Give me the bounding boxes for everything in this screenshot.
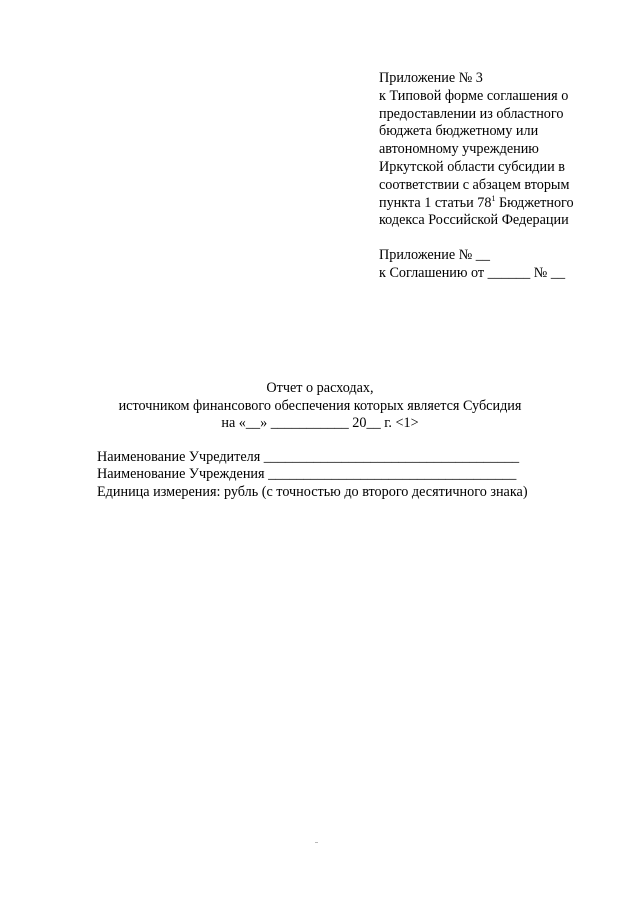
report-subtitle-line: источником финансового обеспечения которых является Субсидия bbox=[118, 397, 522, 414]
spacer bbox=[379, 230, 619, 247]
institution-name-field: Наименование Учреждения ___________________________________ bbox=[97, 466, 517, 483]
statute-prefix: пункта 1 статьи 78 bbox=[379, 194, 492, 211]
report-date-line: на «__» ___________ 20__ г. <1> bbox=[221, 415, 419, 431]
statute-suffix: Бюджетного bbox=[495, 194, 574, 211]
appendix-line: кодекса Российской Федерации bbox=[379, 212, 569, 229]
appendix-line: соответствии с абзацем вторым bbox=[379, 176, 570, 193]
report-title-line: Отчет о расходах, bbox=[266, 380, 374, 396]
appendix-line: к Типовой форме соглашения о bbox=[379, 87, 569, 104]
appendix-line: Иркутской области субсидии в bbox=[379, 158, 565, 175]
report-title bbox=[60, 380, 580, 433]
report-fields bbox=[97, 449, 528, 501]
unit-of-measure-line: Единица измерения: рубль (с точностью до второго десятичного знака) bbox=[97, 483, 528, 500]
agreement-appendix-line: Приложение № __ bbox=[379, 247, 490, 264]
appendix-header bbox=[379, 70, 619, 283]
scan-speck bbox=[315, 842, 318, 843]
appendix-line: предоставлении из областного bbox=[379, 105, 564, 122]
founder-name-field: Наименование Учредителя ____________________________________ bbox=[97, 449, 520, 465]
appendix-statute-line bbox=[379, 195, 619, 213]
statute-superscript: 1 bbox=[491, 193, 496, 203]
appendix-line: Приложение № 3 bbox=[379, 70, 483, 86]
agreement-reference-line: к Соглашению от ______ № __ bbox=[379, 264, 566, 281]
appendix-line: бюджета бюджетному или bbox=[379, 123, 539, 140]
appendix-line: автономному учреждению bbox=[379, 141, 539, 158]
